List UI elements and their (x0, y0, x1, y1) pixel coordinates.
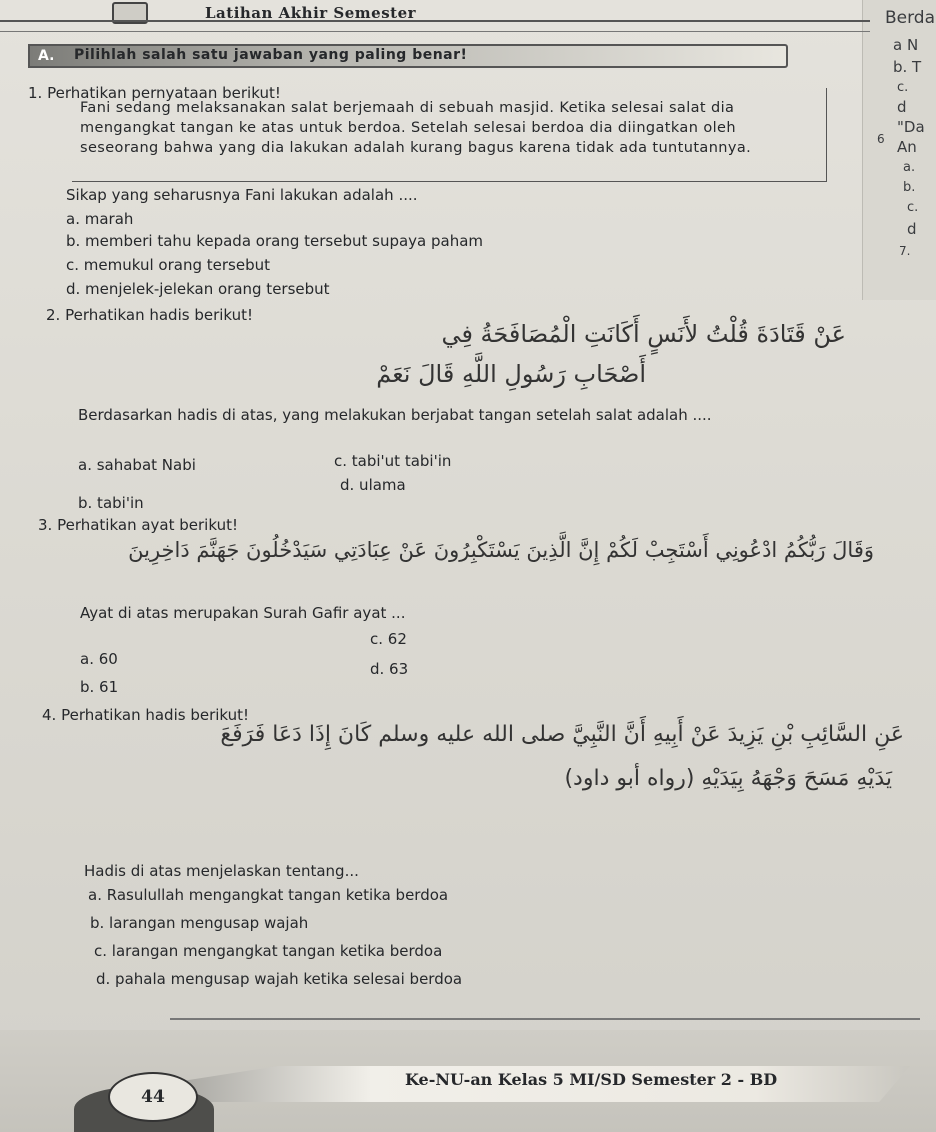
question-1-option-c: c. memukul orang tersebut (66, 256, 270, 274)
question-3-option-b: b. 61 (80, 678, 119, 696)
question-1-box-line: seseorang bahwa yang dia lakukan adalah kurang bagus karena tidak ada tuntutannya. (80, 140, 752, 156)
question-1-box-line: mengangkat tangan ke atas untuk berdoa. Setelah selesai berdoa dia diingatkan oleh (80, 120, 736, 136)
adjacent-line: d (897, 98, 907, 116)
section-letter: A. (38, 48, 55, 64)
question-1-text: Sikap yang seharusnya Fani lakukan adalah .... (66, 186, 418, 204)
question-3-option-d: d. 63 (370, 660, 409, 678)
adjacent-line: An (897, 138, 917, 156)
question-1-option-d: d. menjelek-jelekan orang tersebut (66, 280, 330, 298)
page-number: 44 (108, 1072, 198, 1122)
question-3-option-a: a. 60 (80, 650, 118, 668)
question-1-prompt: 1. Perhatikan pernyataan berikut! (28, 84, 281, 102)
question-2-text: Berdasarkan hadis di atas, yang melakukan berjabat tangan setelah salat adalah .... (78, 406, 712, 424)
section-instruction: Pilihlah salah satu jawaban yang paling benar! (74, 47, 468, 63)
question-2-option-a: a. sahabat Nabi (78, 456, 196, 474)
question-1-option-a: a. marah (66, 210, 134, 228)
question-1-box-line: Fani sedang melaksanakan salat berjemaah di sebuah masjid. Ketika selesai salat dia (80, 100, 735, 116)
header-rule (0, 20, 870, 32)
footer-rule (170, 1018, 920, 1020)
adjacent-line: b. (903, 180, 916, 195)
question-2-option-c: c. tabi'ut tabi'in (334, 452, 452, 470)
adjacent-line: a N (893, 36, 919, 54)
adjacent-line: c. (907, 200, 919, 215)
adjacent-line: 7. (899, 244, 911, 258)
adjacent-page (862, 0, 936, 300)
question-4-option-a: a. Rasulullah mengangkat tangan ketika berdoa (88, 886, 449, 904)
question-3-option-c: c. 62 (370, 630, 407, 648)
adjacent-line: c. (897, 80, 909, 95)
page-title: Latihan Akhir Semester (205, 4, 417, 22)
adjacent-number: 6 (877, 132, 885, 146)
adjacent-line: d (907, 220, 917, 238)
adjacent-line: b. T (893, 58, 922, 76)
adjacent-line: a. (903, 160, 916, 175)
question-2-option-b: b. tabi'in (78, 494, 144, 512)
question-4-option-c: c. larangan mengangkat tangan ketika berdoa (94, 942, 443, 960)
question-4-prompt: 4. Perhatikan hadis berikut! (42, 706, 250, 724)
question-2-arabic-line: أَصْحَابِ رَسُولِ اللَّهِ قَالَ نَعَمْ (376, 360, 646, 388)
question-3-text: Ayat di atas merupakan Surah Gafir ayat ... (80, 604, 406, 622)
question-4-arabic-line: عَنِ السَّائِبِ بْنِ يَزِيدَ عَنْ أَبِيهِ أَنَّ النَّبِيَّ صلى الله عليه وسلم كَانَ إِذَا دَعَا فَرَفَعَ (220, 722, 904, 747)
question-1-option-b: b. memberi tahu kepada orang tersebut supaya paham (66, 232, 484, 250)
question-2-prompt: 2. Perhatikan hadis berikut! (46, 306, 254, 324)
adjacent-line: "Da (897, 118, 925, 136)
question-4-text: Hadis di atas menjelaskan tentang... (84, 862, 359, 880)
question-3-prompt: 3. Perhatikan ayat berikut! (38, 516, 238, 534)
question-4-arabic-line: يَدَيْهِ مَسَحَ وَجْهَهُ بِيَدَيْهِ (رواه أبو داود) (564, 766, 892, 791)
footer-text: Ke-NU-an Kelas 5 MI/SD Semester 2 - BD (405, 1070, 778, 1089)
question-2-option-d: d. ulama (340, 476, 406, 494)
adjacent-heading: Berda (885, 8, 936, 28)
question-4-option-b: b. larangan mengusap wajah (90, 914, 309, 932)
question-3-arabic-line: وَقَالَ رَبُّكُمُ ادْعُونِي أَسْتَجِبْ لَكُمْ إِنَّ الَّذِينَ يَسْتَكْبِرُونَ عَنْ عِبَادَتِي سَيَدْخُلُونَ جَهَنَّمَ دَاخِرِينَ (128, 538, 874, 562)
question-2-arabic-line: عَنْ قَتَادَةَ قُلْتُ لأَنَسٍ أَكَانَتِ الْمُصَافَحَةُ فِي (441, 320, 846, 348)
question-4-option-d: d. pahala mengusap wajah ketika selesai berdoa (96, 970, 463, 988)
